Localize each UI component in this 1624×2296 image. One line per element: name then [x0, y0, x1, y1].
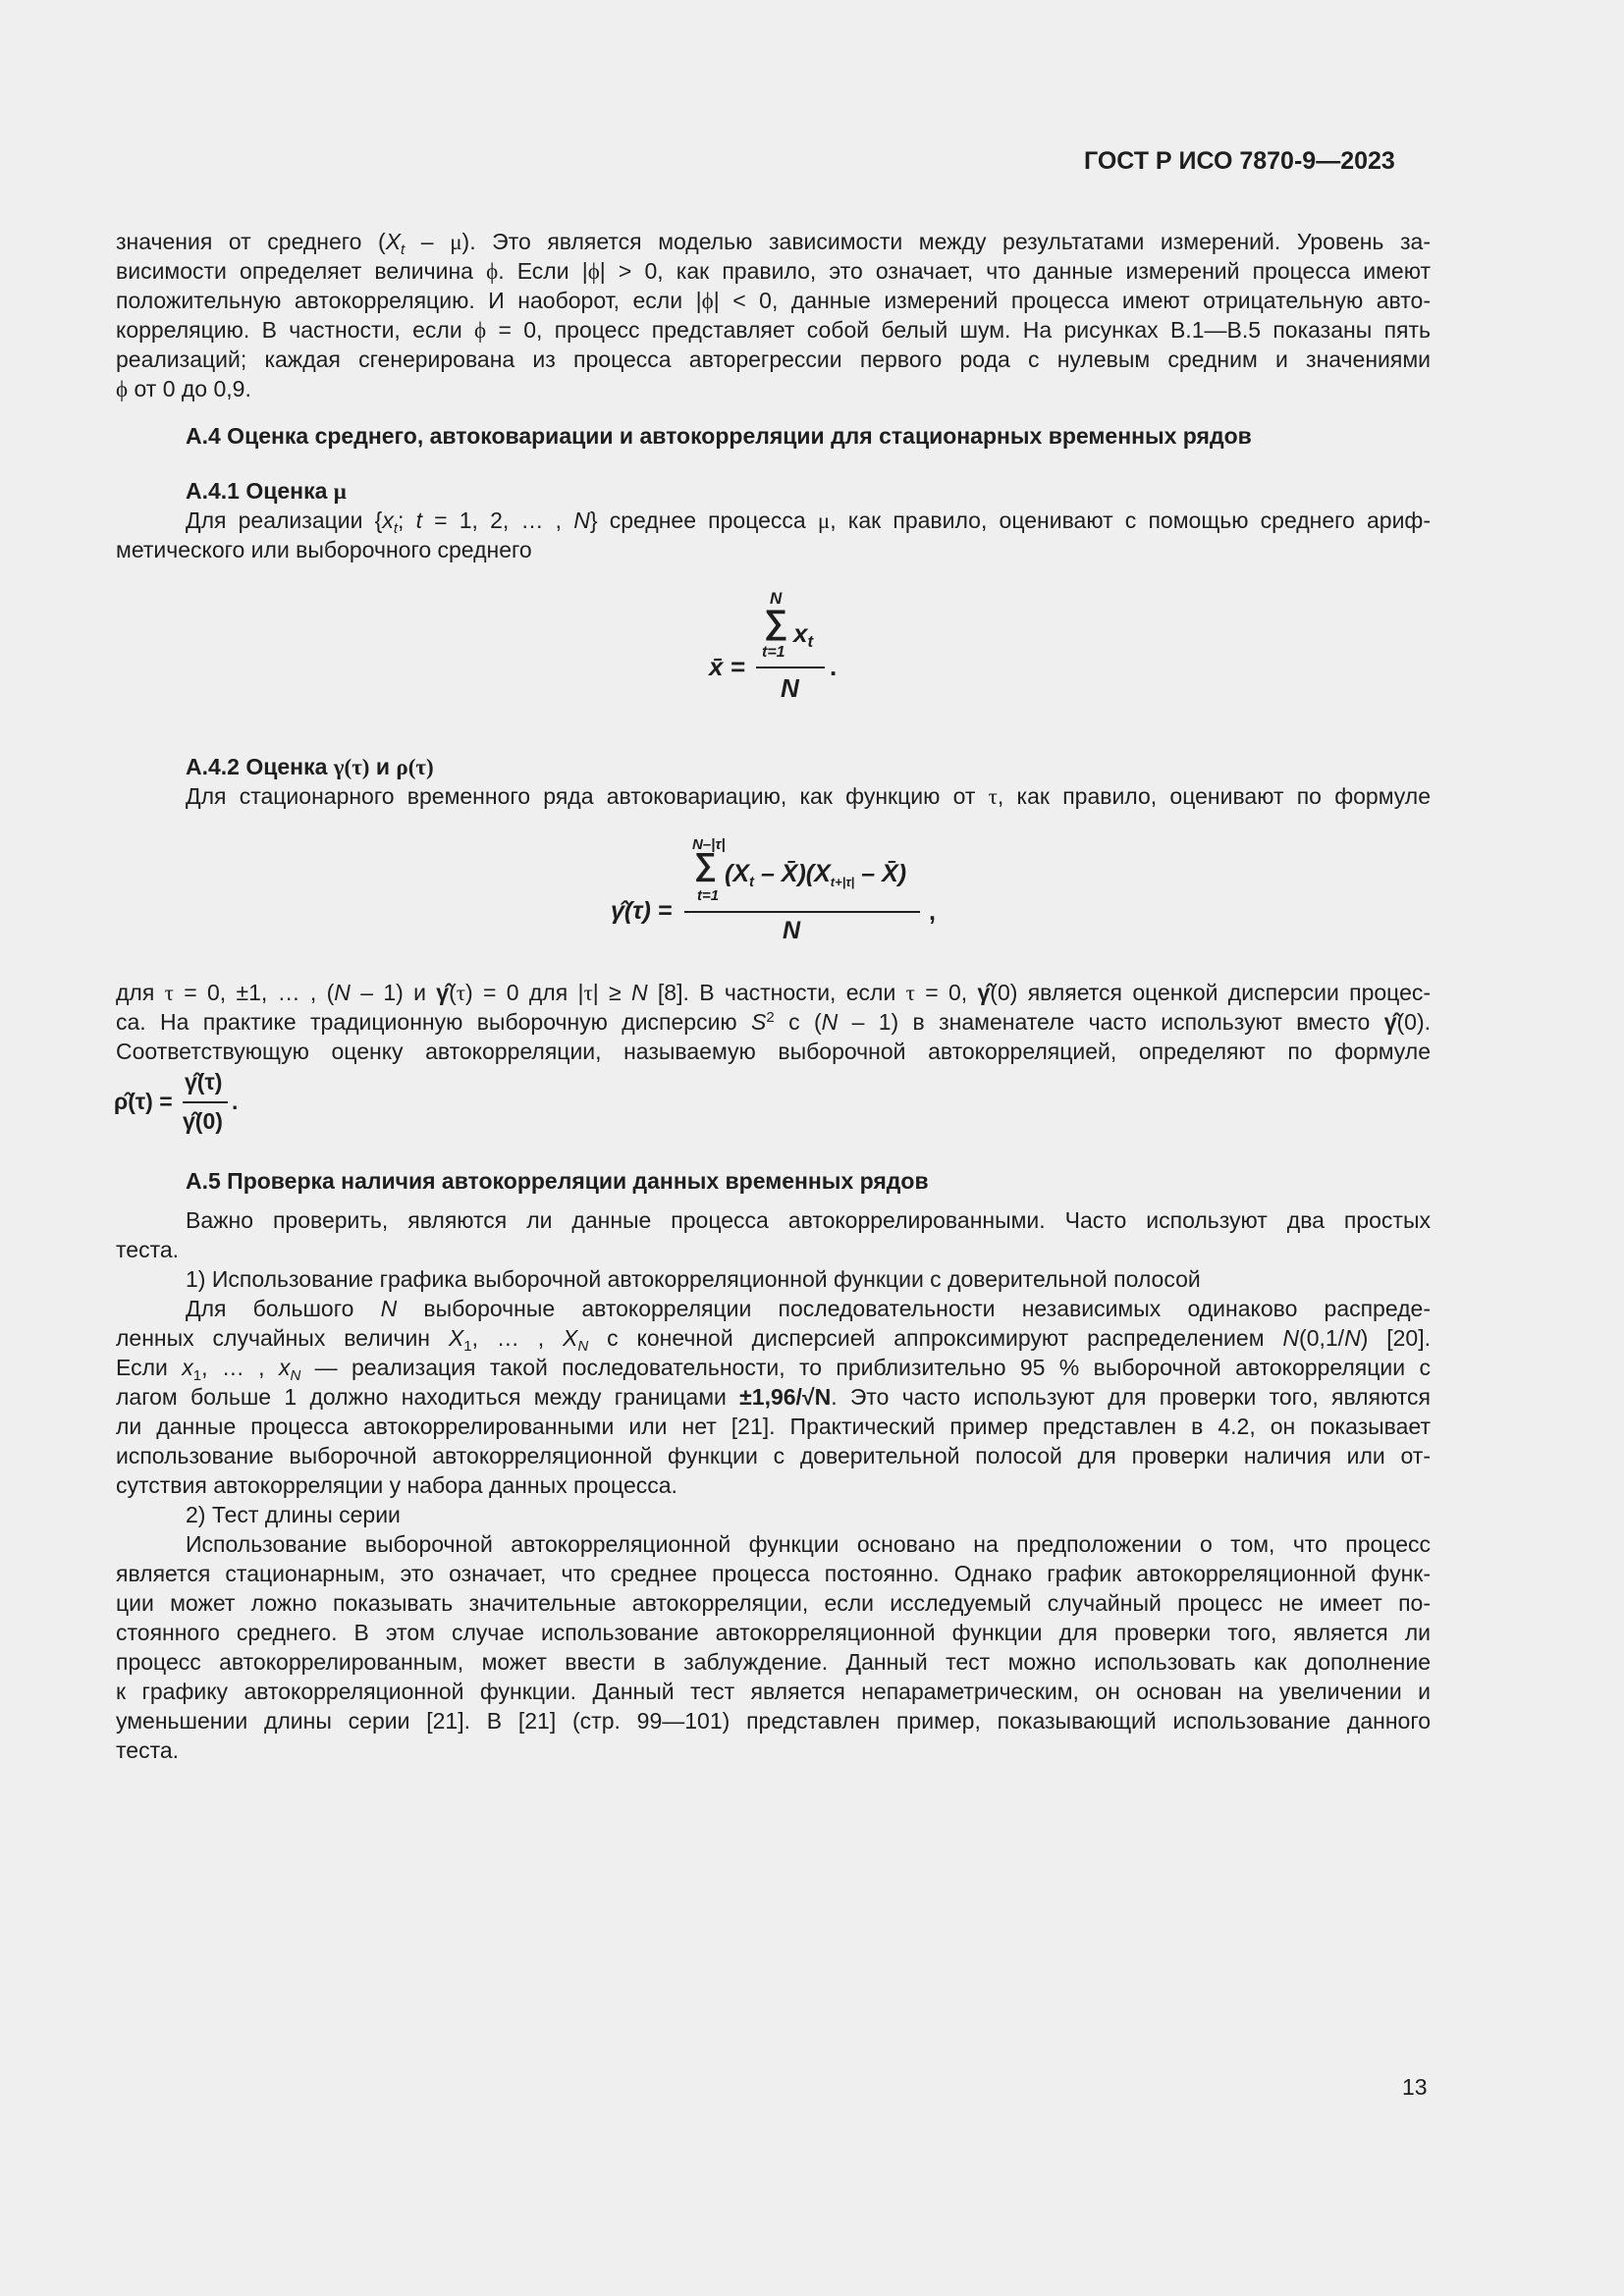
section-a42-title: А.4.2 Оценка γ(τ) и ρ(τ): [186, 754, 434, 779]
section-a5-line-12: Использование выборочной автокорреляционной функции основано на предположении о том, что процесс: [186, 1531, 1431, 1557]
numerator: ($X_t$ – $X̄)(X_{t+|\tau|}$ – X̄): [725, 860, 907, 890]
denominator: γ̂(0): [183, 1108, 223, 1134]
sum-lower-limit: t=1: [697, 887, 720, 904]
section-a5-line-18: уменьшении длины серии [21]. В [21] (стр. 99—101) представлен пример, показывающий использование данного: [116, 1708, 1431, 1734]
para2-line-2: са. На практике традиционную выборочную дисперсию $S^2$ с (N – 1) в знаменателе часто используют вместо γ̂(0).: [116, 1009, 1431, 1035]
section-a5-line-9: использование выборочной автокорреляционной функции с доверительной полосой для проверки наличия или от-: [116, 1443, 1431, 1468]
section-a5-item-2: 2) Тест длины серии: [186, 1502, 401, 1527]
para1-line-1: значения от среднего $(X_t - \mu)$. Это является моделью зависимости между результатами измерений. Уровень за-: [116, 229, 1431, 257]
fraction-bar: [183, 1101, 228, 1103]
document-code-header: ГОСТ Р ИСО 7870-9—2023: [1084, 147, 1395, 175]
mean-lhs: x̄ =: [709, 652, 745, 681]
denominator: N: [781, 673, 799, 703]
section-a41-title: А.4.1 Оценка μ: [186, 478, 347, 504]
section-a41-line-2: метического или выборочного среднего: [116, 537, 532, 562]
section-a5-line-10: сутствия автокорреляции у набора данных процесса.: [116, 1472, 677, 1498]
sum-upper-limit: N–|τ|: [692, 836, 726, 853]
section-a5-line-6: Если $x_1$, … , $x_N$ — реализация такой последовательности, то приблизительно 95 % выборочной автокорреляции с: [116, 1355, 1431, 1382]
para1-line-6: ϕ от 0 до 0,9.: [116, 376, 251, 401]
para1-line-3: положительную автокорреляцию. И наоборот, если |ϕ| < 0, данные измерений процесса имеют отрицательную авто-: [116, 288, 1431, 313]
sum-upper-limit: N: [770, 589, 783, 608]
section-a5-line-2: теста.: [116, 1237, 180, 1262]
section-a5-item-1: 1) Использование графика выборочной автокорреляционной функции с доверительной полосой: [186, 1266, 1201, 1292]
section-a5-line-16: процесс автокоррелированным, может ввести в заблуждение. Данный тест можно использовать как дополнение: [116, 1649, 1431, 1675]
para2-line-1: для τ = 0, ±1, … , (N – 1) и γ̂(τ) = 0 для |τ| ≥ N [8]. В частности, если τ = 0, γ̂(0) является оценкой дисперсии процес-: [116, 980, 1431, 1005]
section-a5-line-1: Важно проверить, являются ли данные процесса автокоррелированными. Часто используют два простых: [186, 1207, 1431, 1233]
para1-line-5: реализаций; каждая сгенерирована из процесса авторегрессии первого рода с нулевым средним и значениями: [116, 347, 1431, 372]
section-a42-line-1: Для стационарного временного ряда автоковариацию, как функцию от τ, как правило, оценивают по формуле: [186, 783, 1431, 809]
section-a5-line-14: ции может ложно показывать значительные автокорреляции, если исследуемый случайный процесс не имеет по-: [116, 1590, 1431, 1616]
para2-line-3: Соответствующую оценку автокорреляции, называемую выборочной автокорреляцией, определяют по формуле: [116, 1039, 1431, 1064]
section-a5-line-15: стоянного среднего. В этом случае использование автокорреляционной функции для проверки того, является ли: [116, 1620, 1431, 1645]
sigma-symbol: ∑: [694, 846, 717, 881]
section-a5-title: А.5 Проверка наличия автокорреляции данных временных рядов: [186, 1168, 929, 1194]
fraction-bar: [756, 667, 825, 668]
section-a5-line-8: ли данные процесса автокоррелированными или нет [21]. Практический пример представлен в 4.2, он показывает: [116, 1414, 1431, 1439]
page-number: 13: [1402, 2074, 1428, 2100]
section-a5-line-17: к графику автокорреляционной функции. Данный тест является непараметрическим, он основан на увеличении и: [116, 1679, 1431, 1704]
sum-lower-limit: t=1: [762, 644, 785, 661]
denominator: N: [783, 917, 801, 944]
autocovariance-lhs: γ̂(τ) =: [611, 897, 673, 925]
formula-end: .: [232, 1089, 239, 1114]
section-a5-line-7: лагом больше 1 должно находиться между границами ±1,96/√N. Это часто используют для проверки того, являются: [116, 1384, 1431, 1410]
section-a5-line-4: Для большого N выборочные автокорреляции последовательности независимых одинаково распреде-: [186, 1296, 1431, 1321]
section-a5-line-19: теста.: [116, 1737, 180, 1763]
formula-end: ,: [929, 898, 936, 926]
sum-term: $x_t$: [793, 618, 814, 651]
section-a4-title: А.4 Оценка среднего, автоковариации и автокорреляции для стационарных временных рядов: [186, 423, 1252, 449]
para1-line-4: корреляцию. В частности, если ϕ = 0, процесс представляет собой белый шум. На рисунках B.1—B.5 показаны пять: [116, 317, 1431, 343]
section-a5-line-5: ленных случайных величин $X_1$, … , $X_N$ с конечной дисперсией аппроксимируют распределением N(0,1/N) [20].: [116, 1325, 1431, 1353]
autocorrelation-lhs: ρ̂(τ) =: [114, 1089, 173, 1114]
numerator: γ̂(τ): [185, 1069, 223, 1095]
para1-line-2: висимости определяет величина ϕ. Если |ϕ| > 0, как правило, это означает, что данные измерений процесса имеют: [116, 258, 1431, 284]
section-a41-line-1: Для реализации {$x_t$; t = 1, 2, … , N} среднее процесса μ, как правило, оценивают с помощью среднего ариф-: [186, 507, 1431, 536]
sigma-symbol: ∑: [764, 604, 788, 641]
section-a5-line-13: является стационарным, это означает, что среднее процесса постоянно. Однако график автокорреляционной функ-: [116, 1561, 1431, 1586]
fraction-bar: [684, 911, 920, 913]
formula-end: .: [830, 652, 838, 681]
